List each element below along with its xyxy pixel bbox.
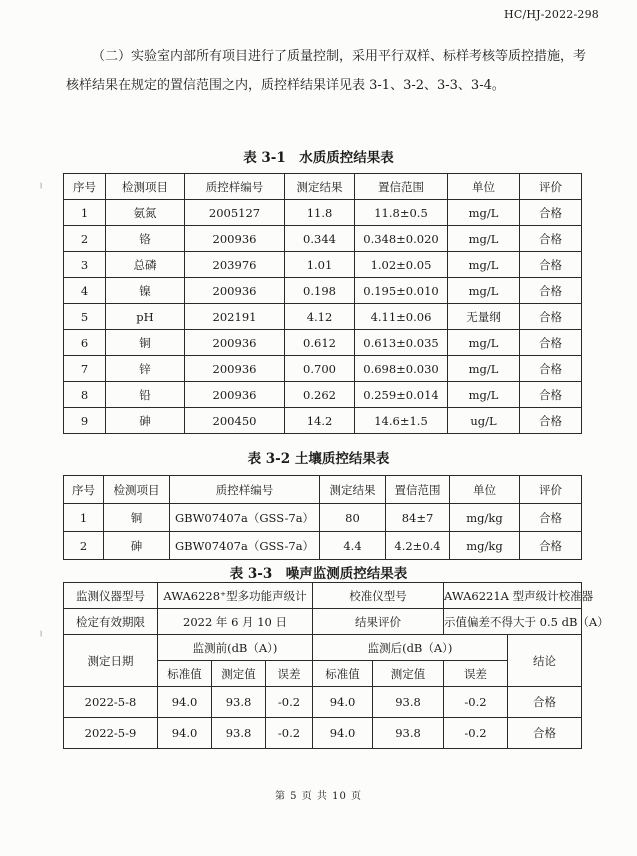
- table2-header-row: [64, 476, 582, 504]
- sub-header-cell: 误差: [266, 661, 313, 687]
- table-cell: 202191: [185, 304, 285, 330]
- table-cell: mg/kg: [450, 532, 520, 560]
- instrument-row: [64, 583, 582, 609]
- table-cell: -0.2: [444, 687, 508, 718]
- table-cell: 2022-5-9: [64, 718, 158, 749]
- table-cell: 0.344: [285, 226, 355, 252]
- table2-header-cell: 质控样编号: [170, 476, 320, 504]
- table-cell: 94.0: [313, 687, 373, 718]
- table-cell: 200936: [185, 330, 285, 356]
- table-cell: 94.0: [158, 687, 212, 718]
- table-cell: 4: [64, 278, 106, 304]
- table-cell: 11.8: [285, 200, 355, 226]
- scan-mark: ╵: [38, 184, 45, 195]
- validity-label: 检定有效期限: [64, 609, 158, 635]
- table-cell: 0.195±0.010: [355, 278, 448, 304]
- table-cell: 9: [64, 408, 106, 434]
- table-cell: 铜: [106, 330, 185, 356]
- table-cell: 203976: [185, 252, 285, 278]
- table-cell: 合格: [520, 278, 582, 304]
- table-cell: 1.02±0.05: [355, 252, 448, 278]
- table-cell: 铅: [106, 382, 185, 408]
- table-cell: 200936: [185, 278, 285, 304]
- noise-qc-table: [63, 582, 609, 749]
- scan-mark: ╵: [38, 632, 45, 643]
- table-cell: 14.2: [285, 408, 355, 434]
- table-cell: 14.6±1.5: [355, 408, 448, 434]
- table-cell: mg/L: [448, 252, 520, 278]
- table-cell: 合格: [520, 504, 582, 532]
- table-cell: 氨氮: [106, 200, 185, 226]
- table-cell: 0.198: [285, 278, 355, 304]
- calibrator-value: AWA6221A 型声级计校准器: [444, 583, 582, 609]
- table-cell: 2: [64, 532, 104, 560]
- table-row: [64, 304, 582, 330]
- sub-header-cell: 误差: [444, 661, 508, 687]
- table-row: [64, 504, 582, 532]
- table2-header-cell: 序号: [64, 476, 104, 504]
- table-cell: 200450: [185, 408, 285, 434]
- table-cell: 合格: [520, 304, 582, 330]
- table-cell: 铜: [104, 504, 170, 532]
- table-cell: 2: [64, 226, 106, 252]
- sub-header-cell: 测定值: [373, 661, 444, 687]
- instrument-value: AWA6228⁺型多功能声级计: [158, 583, 313, 609]
- table-cell: 93.8: [373, 687, 444, 718]
- table3-caption: 表 3-3 噪声监测质控结果表: [229, 566, 408, 582]
- table2-caption: 表 3-2 土壤质控结果表: [247, 451, 390, 467]
- table-cell: 合格: [508, 687, 582, 718]
- table-cell: mg/L: [448, 330, 520, 356]
- table-cell: 0.259±0.014: [355, 382, 448, 408]
- table-cell: mg/L: [448, 226, 520, 252]
- water-qc-table: [63, 173, 582, 434]
- table-cell: mg/L: [448, 382, 520, 408]
- table-row: [64, 330, 582, 356]
- table-cell: 200936: [185, 356, 285, 382]
- table-cell: 砷: [104, 532, 170, 560]
- table-cell: ug/L: [448, 408, 520, 434]
- table-cell: mg/L: [448, 278, 520, 304]
- table-cell: 无量纲: [448, 304, 520, 330]
- table-cell: mg/L: [448, 356, 520, 382]
- table2-header-cell: 评价: [520, 476, 582, 504]
- table-cell: 80: [320, 504, 386, 532]
- table-cell: 合格: [520, 252, 582, 278]
- after-header: 监测后(dB（A）): [313, 635, 508, 661]
- table-row: [64, 356, 582, 382]
- table-row: [64, 382, 582, 408]
- table-cell: 6: [64, 330, 106, 356]
- validity-value: 2022 年 6 月 10 日: [158, 609, 313, 635]
- table-cell: 2022-5-8: [64, 687, 158, 718]
- table-cell: pH: [106, 304, 185, 330]
- table-cell: 2005127: [185, 200, 285, 226]
- table1-header-cell: 序号: [64, 174, 106, 200]
- table-cell: 3: [64, 252, 106, 278]
- table2-header-cell: 测定结果: [320, 476, 386, 504]
- table-cell: 合格: [520, 382, 582, 408]
- table-row: [64, 408, 582, 434]
- table-cell: 1: [64, 504, 104, 532]
- table-cell: 铬: [106, 226, 185, 252]
- table2-header-cell: 置信范围: [386, 476, 450, 504]
- table1-header-cell: 测定结果: [285, 174, 355, 200]
- table-cell: 200936: [185, 382, 285, 408]
- table-cell: 0.612: [285, 330, 355, 356]
- table-cell: 84±7: [386, 504, 450, 532]
- measure-header-row: [64, 635, 582, 661]
- table-cell: 合格: [520, 408, 582, 434]
- calibrator-label: 校准仪型号: [313, 583, 444, 609]
- sub-header-cell: 标准值: [158, 661, 212, 687]
- table-cell: 93.8: [212, 718, 266, 749]
- table-cell: 7: [64, 356, 106, 382]
- table1-header-cell: 评价: [520, 174, 582, 200]
- table-cell: -0.2: [266, 718, 313, 749]
- table-cell: 200936: [185, 226, 285, 252]
- table-cell: 合格: [520, 356, 582, 382]
- table1-header-cell: 检测项目: [106, 174, 185, 200]
- table2-header-cell: 检测项目: [104, 476, 170, 504]
- table2-header-cell: 单位: [450, 476, 520, 504]
- table-row: [64, 718, 582, 749]
- table-cell: 0.613±0.035: [355, 330, 448, 356]
- table-cell: 4.2±0.4: [386, 532, 450, 560]
- table-row: [64, 532, 582, 560]
- validity-row: [64, 609, 582, 635]
- table-row: [64, 200, 582, 226]
- table-cell: GBW07407a（GSS-7a）: [170, 504, 320, 532]
- table-cell: 0.262: [285, 382, 355, 408]
- table1-header-cell: 质控样编号: [185, 174, 285, 200]
- table-cell: mg/kg: [450, 504, 520, 532]
- table-cell: mg/L: [448, 200, 520, 226]
- table-cell: 合格: [520, 330, 582, 356]
- instrument-label: 监测仪器型号: [64, 583, 158, 609]
- intro-paragraph: （二）实验室内部所有项目进行了质量控制，采用平行双样、标样考核等质控措施，考核样结果在规定的置信范围之内，质控样结果详见表 3-1、3-2、3-3、3-4。: [66, 49, 587, 93]
- table-cell: 8: [64, 382, 106, 408]
- sub-header-cell: 测定值: [212, 661, 266, 687]
- table-cell: 11.8±0.5: [355, 200, 448, 226]
- table-cell: 93.8: [212, 687, 266, 718]
- sub-header-cell: 标准值: [313, 661, 373, 687]
- table-cell: -0.2: [266, 687, 313, 718]
- table-cell: GBW07407a（GSS-7a）: [170, 532, 320, 560]
- table-cell: 合格: [520, 532, 582, 560]
- table-cell: 4.4: [320, 532, 386, 560]
- page-footer: 第 5 页 共 10 页: [275, 791, 362, 802]
- table1-header-row: [64, 174, 582, 200]
- table-cell: 5: [64, 304, 106, 330]
- table-cell: 0.698±0.030: [355, 356, 448, 382]
- before-header: 监测前(dB（A）): [158, 635, 313, 661]
- table-cell: 94.0: [313, 718, 373, 749]
- table-cell: 砷: [106, 408, 185, 434]
- date-header: 测定日期: [64, 635, 158, 687]
- table-cell: 93.8: [373, 718, 444, 749]
- conclusion-header: 结论: [508, 635, 582, 687]
- table-cell: 合格: [520, 200, 582, 226]
- table1-caption: 表 3-1 水质质控结果表: [243, 150, 394, 166]
- table-cell: 94.0: [158, 718, 212, 749]
- table-cell: 镍: [106, 278, 185, 304]
- table-cell: 锌: [106, 356, 185, 382]
- table1-header-cell: 置信范围: [355, 174, 448, 200]
- eval-label: 结果评价: [313, 609, 444, 635]
- table-cell: 1.01: [285, 252, 355, 278]
- table-row: [64, 278, 582, 304]
- table-cell: 4.12: [285, 304, 355, 330]
- table-cell: 总磷: [106, 252, 185, 278]
- table-cell: 0.700: [285, 356, 355, 382]
- table-row: [64, 226, 582, 252]
- table1-header-cell: 单位: [448, 174, 520, 200]
- table-row: [64, 687, 582, 718]
- table-cell: -0.2: [444, 718, 508, 749]
- table-cell: 合格: [508, 718, 582, 749]
- table-cell: 0.348±0.020: [355, 226, 448, 252]
- table-row: [64, 252, 582, 278]
- table-cell: 1: [64, 200, 106, 226]
- table-cell: 合格: [520, 226, 582, 252]
- soil-qc-table: [63, 475, 582, 560]
- eval-value: 示值偏差不得大于 0.5 dB（A）: [444, 609, 582, 635]
- table-cell: 4.11±0.06: [355, 304, 448, 330]
- document-id: HC/HJ-2022-298: [504, 8, 599, 21]
